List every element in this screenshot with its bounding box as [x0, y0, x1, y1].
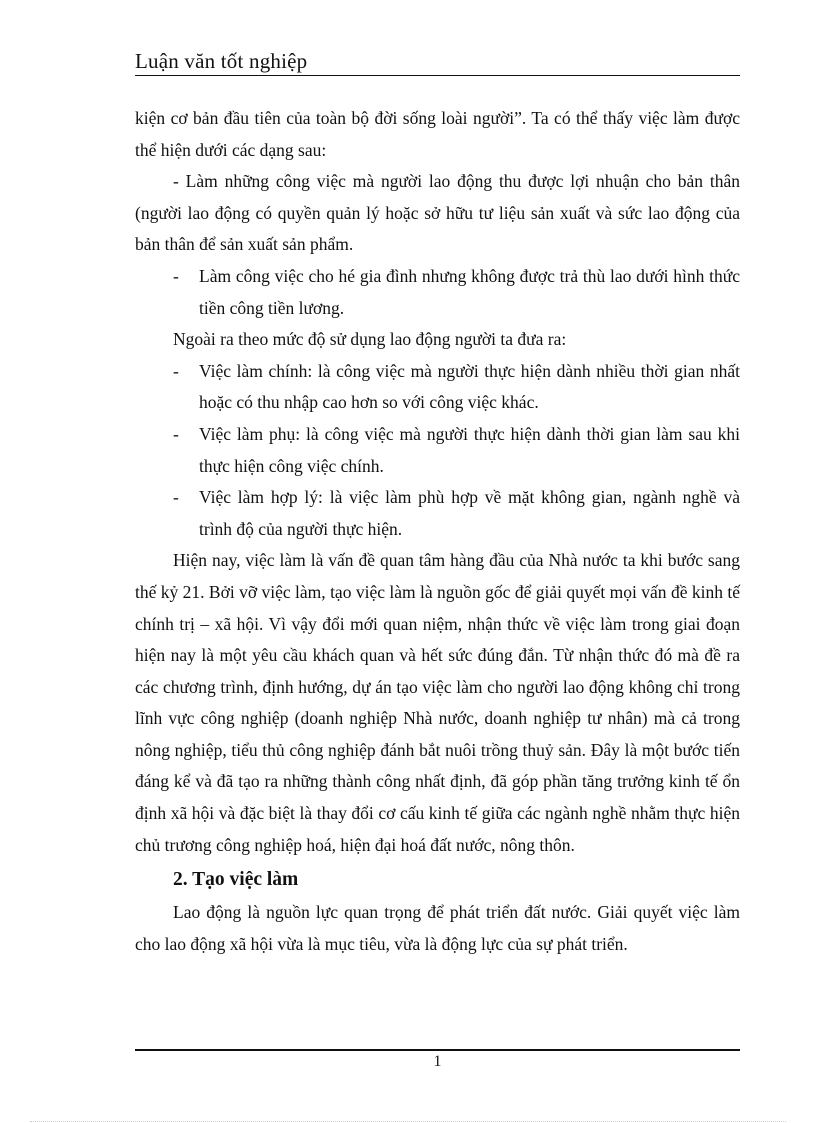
paragraph-profit-work: - Làm những công việc mà người lao động thu được lợi nhuận cho bản thân (người lao động có quyền quản lý hoặc sở hữu tư liệu sản xuất và sức lao động của bản thân để sản xuất sản phẩm. — [135, 171, 740, 255]
running-header-title: Luận văn tốt nghiệp — [135, 49, 308, 73]
header-rule — [135, 75, 740, 76]
list-item-text: Việc làm phụ: là công việc mà người thực hiện dành thời gian làm sau khi thực hiện công việc chính. — [199, 423, 740, 476]
paragraph-current-situation: Hiện nay, việc làm là vấn đề quan tâm hàng đầu của Nhà nước ta khi bước sang thế kỷ 21. Bởi vỡ việc làm, tạo việc làm là nguồn gốc để giải quyết mọi vấn đề kinh tế chính trị – xã hội. Vì vậy đổi mới quan niệm, nhận thức về việc làm trong giai đoạn hiện nay là một yêu cầu khách quan và hết sức đúng đắn. Từ nhận thức đó mà đề ra các chương trình, định hướng, dự án tạo việc làm cho người lao động không chỉ trong lĩnh vực công nghiệp (doanh nghiệp Nhà nước, doanh nghiệp tư nhân) mà cả trong nông nghiệp, tiểu thủ công nghiệp đánh bắt nuôi trồng thuỷ sản. Đây là một bước tiến đáng kể và đã tạo ra những thành công nhất định, đã góp phần tăng trưởng kinh tế ổn định xã hội và đặc biệt là thay đổi cơ cấu kinh tế giữa các ngành nghề nhằm thực hiện chủ trương công nghiệp hoá, hiện đại hoá đất nước, nông thôn. — [135, 550, 740, 855]
section-heading: 2. Tạo việc làm — [173, 869, 299, 891]
list-item-text: Việc làm chính: là công việc mà người thực hiện dành nhiều thời gian nhất hoặc có thu nhập cao hơn so với công việc khác. — [199, 360, 740, 413]
dash-bullet: - — [173, 487, 179, 508]
page-body — [135, 103, 740, 960]
dash-bullet: - — [173, 360, 179, 381]
list-item-family-work — [135, 261, 740, 324]
list-item-side-job — [135, 419, 740, 482]
list-item-text: Làm công việc cho hé gia đình nhưng không được trả thù lao dưới hình thức tiền công tiền lương. — [199, 265, 740, 318]
page-break-line — [30, 1121, 786, 1122]
list-item-main-job — [135, 356, 740, 419]
list-item-text: Việc làm hợp lý: là việc làm phù hợp về mặt không gian, ngành nghề và trình độ của người thực hiện. — [199, 487, 740, 539]
page-number: 1 — [433, 1053, 442, 1070]
footer-rule — [135, 1049, 740, 1051]
dash-bullet: - — [173, 265, 179, 286]
list-item-suitable-job — [135, 482, 740, 545]
paragraph-continuation: kiện cơ bản đầu tiên của toàn bộ đời sống loài người”. Ta có thể thấy việc làm được thể hiện dưới các dạng sau: — [135, 108, 740, 160]
paragraph-labor-resource: Lao động là nguồn lực quan trọng để phát triển đất nước. Giải quyết việc làm cho lao động xã hội vừa là mục tiêu, vừa là động lực của sự phát triển. — [135, 902, 740, 954]
paragraph-usage-levels: Ngoài ra theo mức độ sử dụng lao động người ta đưa ra: — [173, 329, 567, 350]
dash-bullet: - — [173, 423, 179, 444]
